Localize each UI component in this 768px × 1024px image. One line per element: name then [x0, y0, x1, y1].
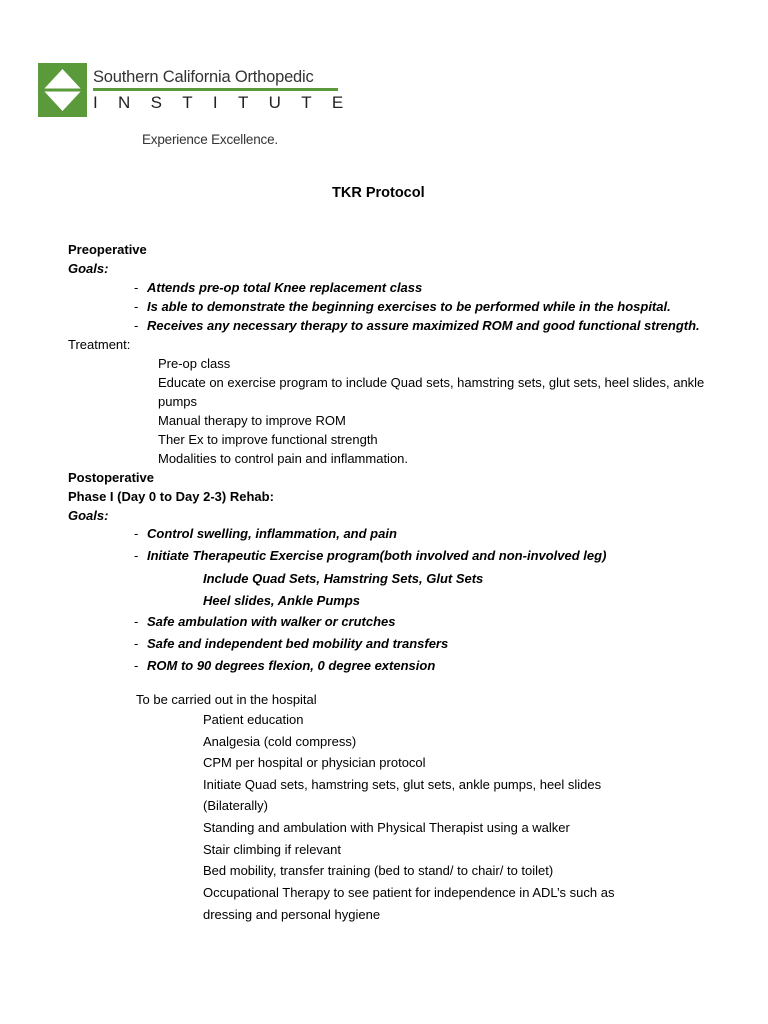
- goal-item: Safe and independent bed mobility and transfers: [147, 636, 449, 651]
- document-title: TKR Protocol: [332, 185, 425, 201]
- hospital-item: Analgesia (cold compress): [203, 734, 357, 749]
- hospital-item: Patient education: [203, 712, 304, 727]
- goal-item: ROM to 90 degrees flexion, 0 degree extension: [147, 658, 436, 673]
- treatment-item: Manual therapy to improve ROM: [158, 413, 346, 428]
- bullet-dash: -: [134, 299, 139, 314]
- treatment-item-continued: pumps: [158, 394, 198, 409]
- logo-name: Southern California Orthopedic: [93, 68, 314, 86]
- bullet-dash: -: [134, 658, 139, 673]
- section-heading-postoperative: Postoperative: [68, 470, 154, 485]
- hospital-item: Standing and ambulation with Physical Therapist using a walker: [203, 820, 570, 835]
- bullet-dash: -: [134, 318, 139, 333]
- goal-subitem: Heel slides, Ankle Pumps: [203, 593, 361, 608]
- bullet-dash: -: [134, 280, 139, 295]
- section-heading-preoperative: Preoperative: [68, 242, 147, 257]
- goal-item: Safe ambulation with walker or crutches: [147, 614, 396, 629]
- hospital-item: Initiate Quad sets, hamstring sets, glut sets, ankle pumps, heel slides: [203, 777, 602, 792]
- goal-subitem: Include Quad Sets, Hamstring Sets, Glut Sets: [203, 571, 484, 586]
- treatment-item: Ther Ex to improve functional strength: [158, 432, 378, 447]
- goal-item: Initiate Therapeutic Exercise program(both involved and non-involved leg): [147, 548, 607, 563]
- hospital-item: Occupational Therapy to see patient for independence in ADL’s such as: [203, 885, 615, 900]
- phase-heading: Phase I (Day 0 to Day 2-3) Rehab:: [68, 489, 274, 504]
- goal-item: Control swelling, inflammation, and pain: [147, 526, 397, 541]
- bullet-dash: -: [134, 526, 139, 541]
- bullet-dash: -: [134, 614, 139, 629]
- hospital-item-continued: dressing and personal hygiene: [203, 907, 381, 922]
- goal-item: Receives any necessary therapy to assure maximized ROM and good functional strength.: [147, 318, 700, 333]
- treatment-item: Modalities to control pain and inflammation.: [158, 451, 409, 466]
- hospital-item: Bed mobility, transfer training (bed to stand/ to chair/ to toilet): [203, 863, 554, 878]
- logo-tagline: Experience Excellence.: [142, 132, 278, 147]
- hospital-label: To be carried out in the hospital: [136, 692, 317, 707]
- bullet-dash: -: [134, 548, 139, 563]
- goal-item: Is able to demonstrate the beginning exercises to be performed while in the hospital.: [147, 299, 671, 314]
- logo-mark: [38, 63, 87, 117]
- logo-divider: [93, 88, 338, 91]
- goal-item: Attends pre-op total Knee replacement class: [147, 280, 423, 295]
- treatment-label: Treatment:: [68, 337, 131, 352]
- goals-label: Goals:: [68, 261, 109, 276]
- hospital-item: Stair climbing if relevant: [203, 842, 341, 857]
- hospital-item: CPM per hospital or physician protocol: [203, 755, 426, 770]
- hospital-item-continued: (Bilaterally): [203, 798, 269, 813]
- treatment-item: Pre-op class: [158, 356, 231, 371]
- treatment-item: Educate on exercise program to include Quad sets, hamstring sets, glut sets, heel slides, ankle: [158, 375, 705, 390]
- bullet-dash: -: [134, 636, 139, 651]
- goals-label: Goals:: [68, 508, 109, 523]
- logo-institute: INSTITUTE: [93, 93, 364, 112]
